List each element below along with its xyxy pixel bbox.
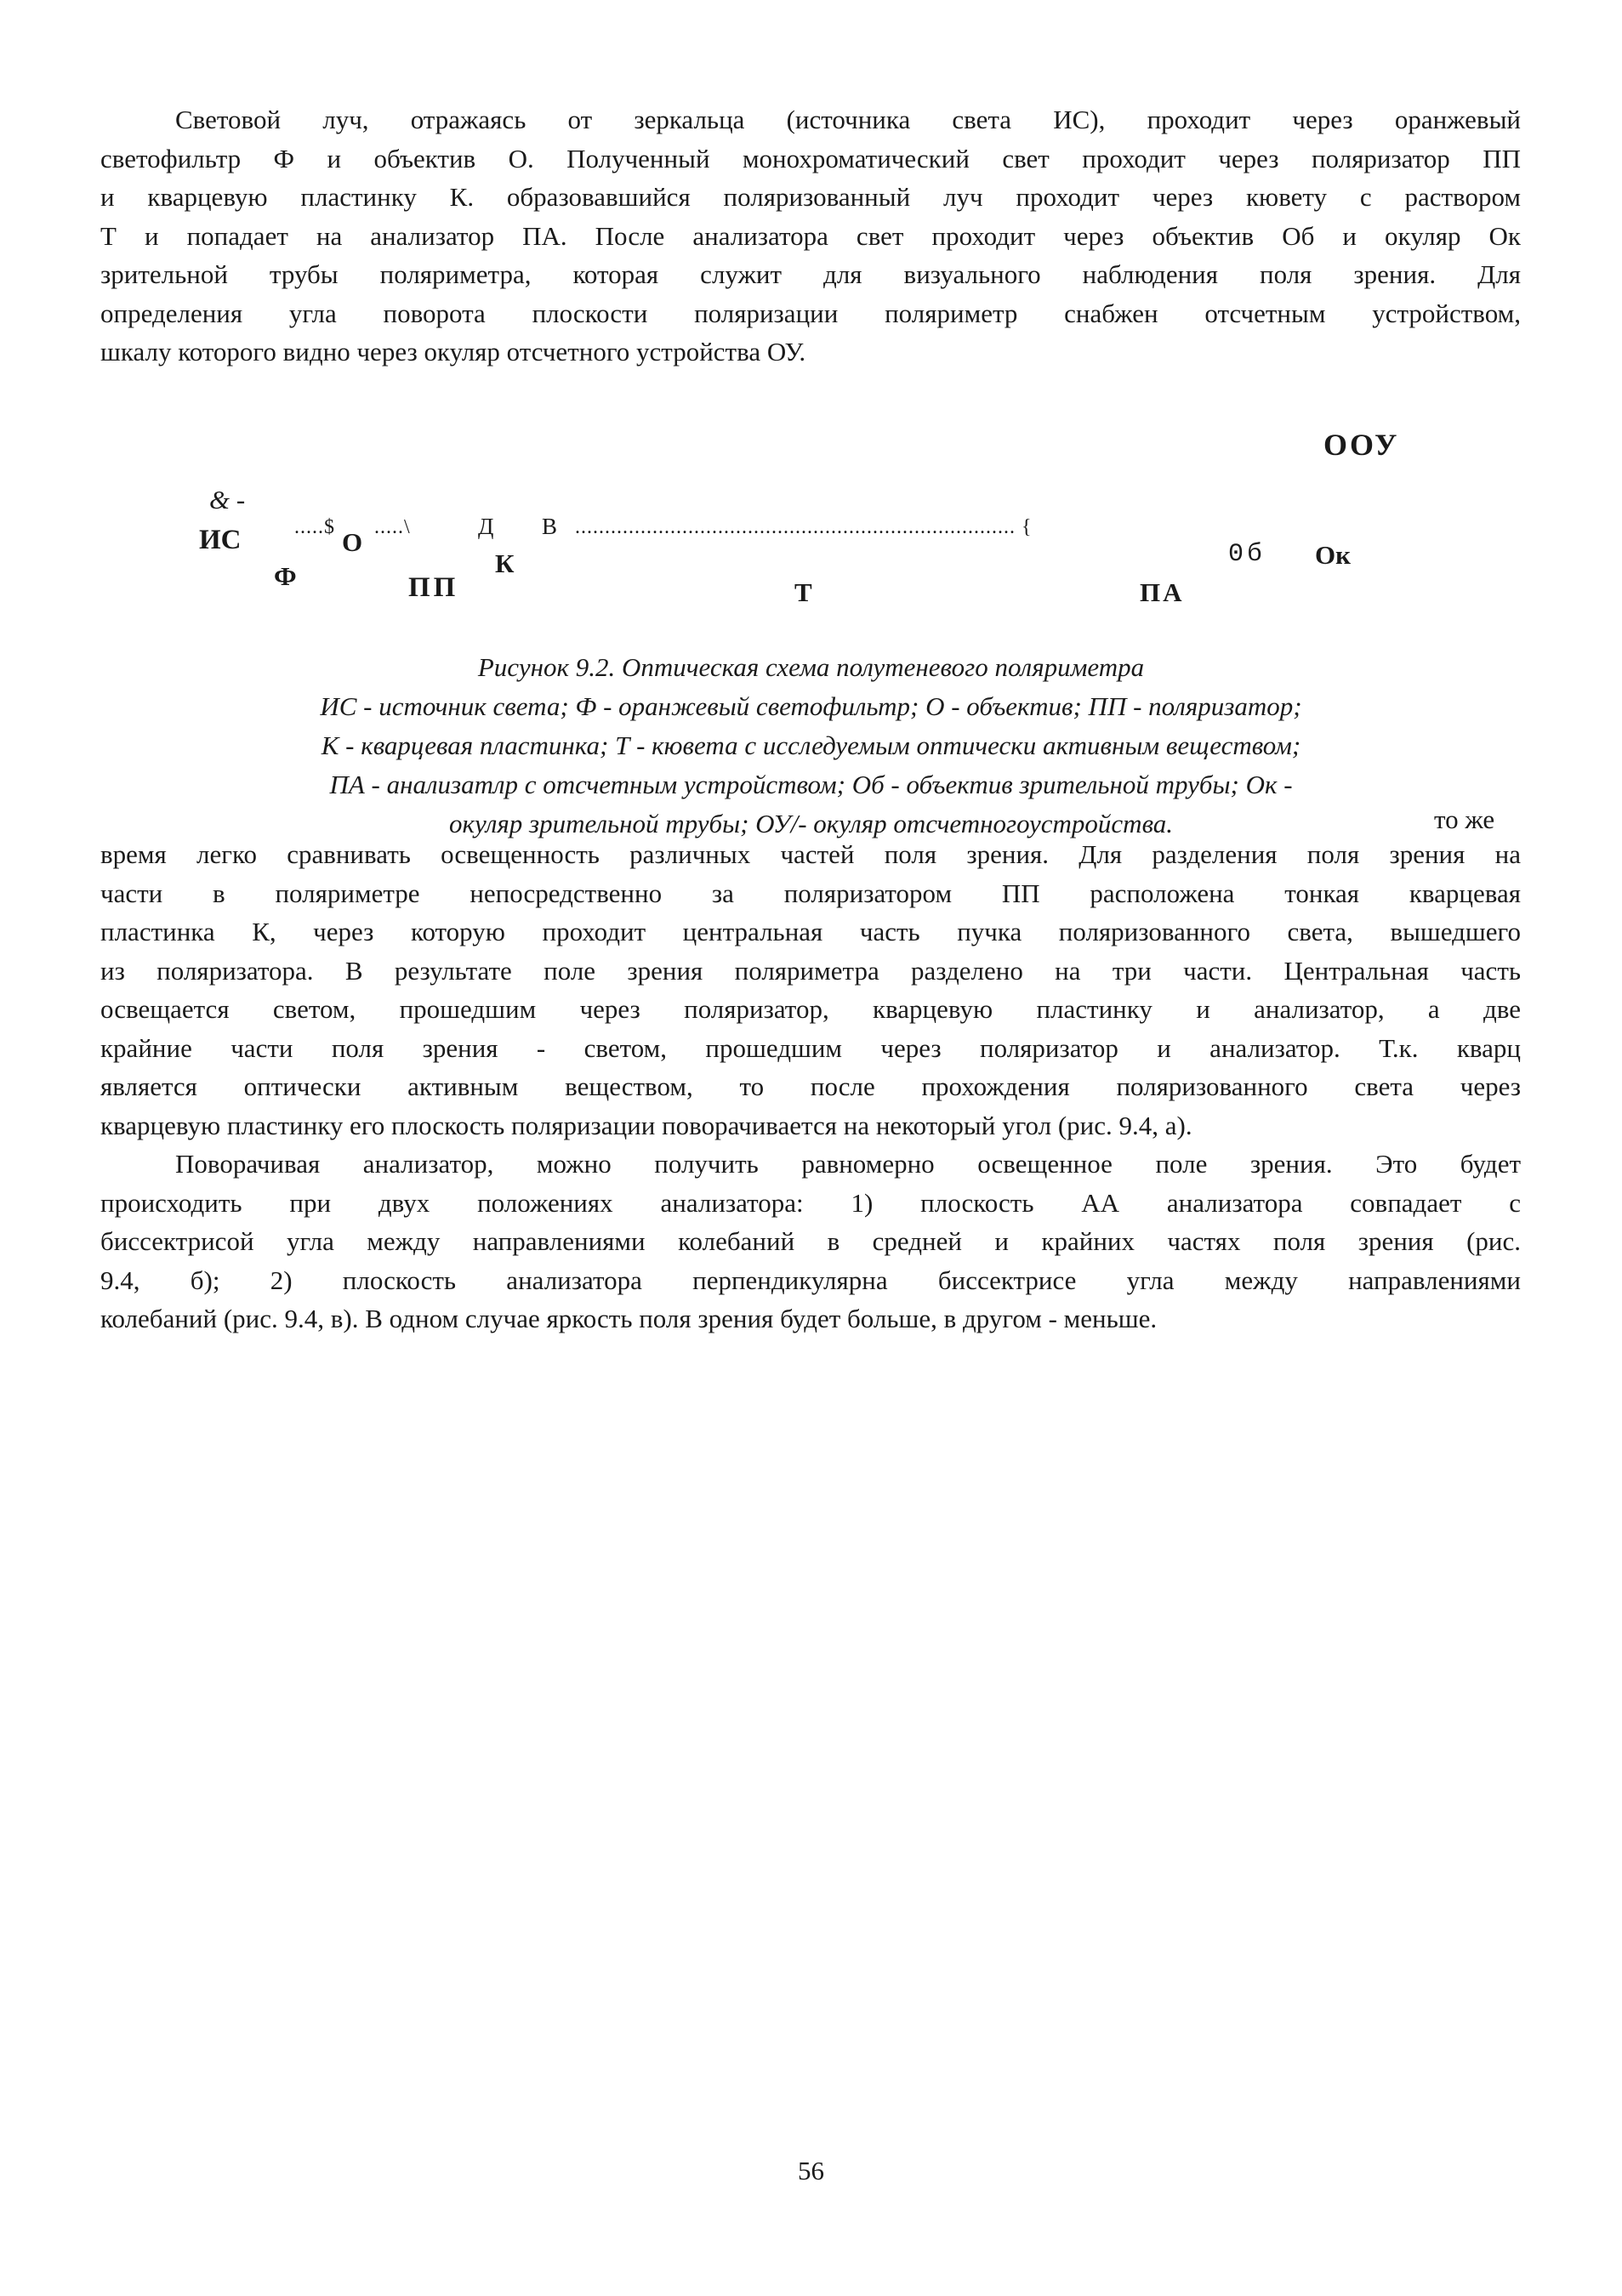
text-line: и кварцевую пластинку К. образовавшийся поляризованный луч проходит через кювету с раствором (100, 182, 1521, 212)
text-line: Световой луч, отражаясь от зеркальца (источника света ИС), проходит через оранжевый (175, 105, 1521, 134)
paragraph-1 (100, 100, 1521, 372)
text-line: является оптически активным веществом, то после прохождения поляризованного света через (100, 1071, 1521, 1101)
text-line: колебаний (рис. 9.4, в). В одном случае яркость поля зрения будет больше, в другом - меньше. (100, 1304, 1158, 1333)
text-line: крайние части поля зрения - светом, прошедшим через поляризатор и анализатор. Т.к. кварц (100, 1032, 1521, 1063)
text-line: происходить при двух положениях анализатора: 1) плоскость АА анализатора совпадает с (100, 1187, 1521, 1218)
label-pa: ПА (1140, 577, 1185, 607)
continuation-text: то же (1434, 804, 1495, 834)
text-line: из поляризатора. В результате поле зрения поляриметра разделено на три части. Центральная часть (100, 955, 1521, 986)
text-line: части в поляриметре непосредственно за поляризатором ПП расположена тонкая кварцевая (100, 878, 1521, 908)
figure-caption-line: ПА - анализатлр с отсчетным устройством; Об - объектив зрительной трубы; Ок - (329, 770, 1293, 799)
label-dots-2: .....\ (374, 516, 411, 538)
optical-scheme-diagram (0, 408, 1622, 629)
text-line: Т и попадает на анализатор ПА. После анализатора свет проходит через объектив Об и окуляр Ок (100, 220, 1521, 251)
text-line: освещается светом, прошедшим через поляризатор, кварцевую пластинку и анализатор, а две (100, 994, 1521, 1024)
label-d: Д (478, 514, 494, 539)
text-line: биссектрисой угла между направлениями колебаний в средней и крайних частях поля зрения (рис. (100, 1226, 1521, 1256)
text-line: кварцевую пластинку его плоскость поляризации поворачивается на некоторый угол (рис. 9.4, а). (100, 1110, 1192, 1140)
figure-caption-title: Рисунок 9.2. Оптическая схема полутеневого поляриметра (477, 652, 1145, 682)
label-k: К (495, 548, 515, 578)
text-line: Поворачивая анализатор, можно получить равномерно освещенное поле зрения. Это будет (175, 1149, 1521, 1179)
label-is: ИС (199, 525, 242, 555)
label-dots-1: .....$ (294, 516, 335, 538)
paragraph-2 (100, 835, 1521, 1145)
label-pp: ПП (408, 572, 459, 603)
label-f: Ф (274, 561, 297, 591)
text-line: светофильтр Ф и объектив О. Полученный монохроматический свет проходит через поляризатор ПП (100, 143, 1521, 173)
figure-caption-line: К - кварцевая пластинка; Т - кювета с исследуемым оптически активным веществом; (321, 730, 1301, 760)
label-oou: ООУ (1323, 428, 1400, 462)
label-amp: & - (209, 485, 246, 514)
label-ok: Ок (1315, 540, 1351, 570)
label-v: В (542, 514, 558, 539)
figure-caption-line: ИС - источник света; Ф - оранжевый светофильтр; О - объектив; ПП - поляризатор; (320, 691, 1302, 721)
label-o: О (342, 527, 363, 557)
paragraph-3 (100, 1145, 1521, 1338)
text-line: 9.4, б); 2) плоскость анализатора перпендикулярна биссектрисе угла между направлениями (100, 1265, 1521, 1295)
text-line: шкалу которого видно через окуляр отсчетного устройства ОУ. (100, 337, 806, 367)
text-line: определения угла поворота плоскости поляризации поляриметр снабжен отсчетным устройством, (100, 298, 1521, 328)
label-ob: 0б (1228, 540, 1266, 569)
figure-caption-line: окуляр зрительной трубы; ОУ/- окуляр отсчетногоустройства. (448, 809, 1174, 838)
label-t: Т (794, 577, 812, 607)
page-number: 56 (798, 2156, 824, 2185)
text-line: время легко сравнивать освещенность различных частей поля зрения. Для разделения поля зрения на (100, 839, 1521, 869)
text-line: зрительной трубы поляриметра, которая служит для визуального наблюдения поля зрения. Для (100, 259, 1521, 289)
text-line: пластинка К, через которую проходит центральная часть пучка поляризованного света, вышедшего (100, 917, 1521, 946)
label-dots-3: .......................................................................... { (575, 516, 1033, 538)
